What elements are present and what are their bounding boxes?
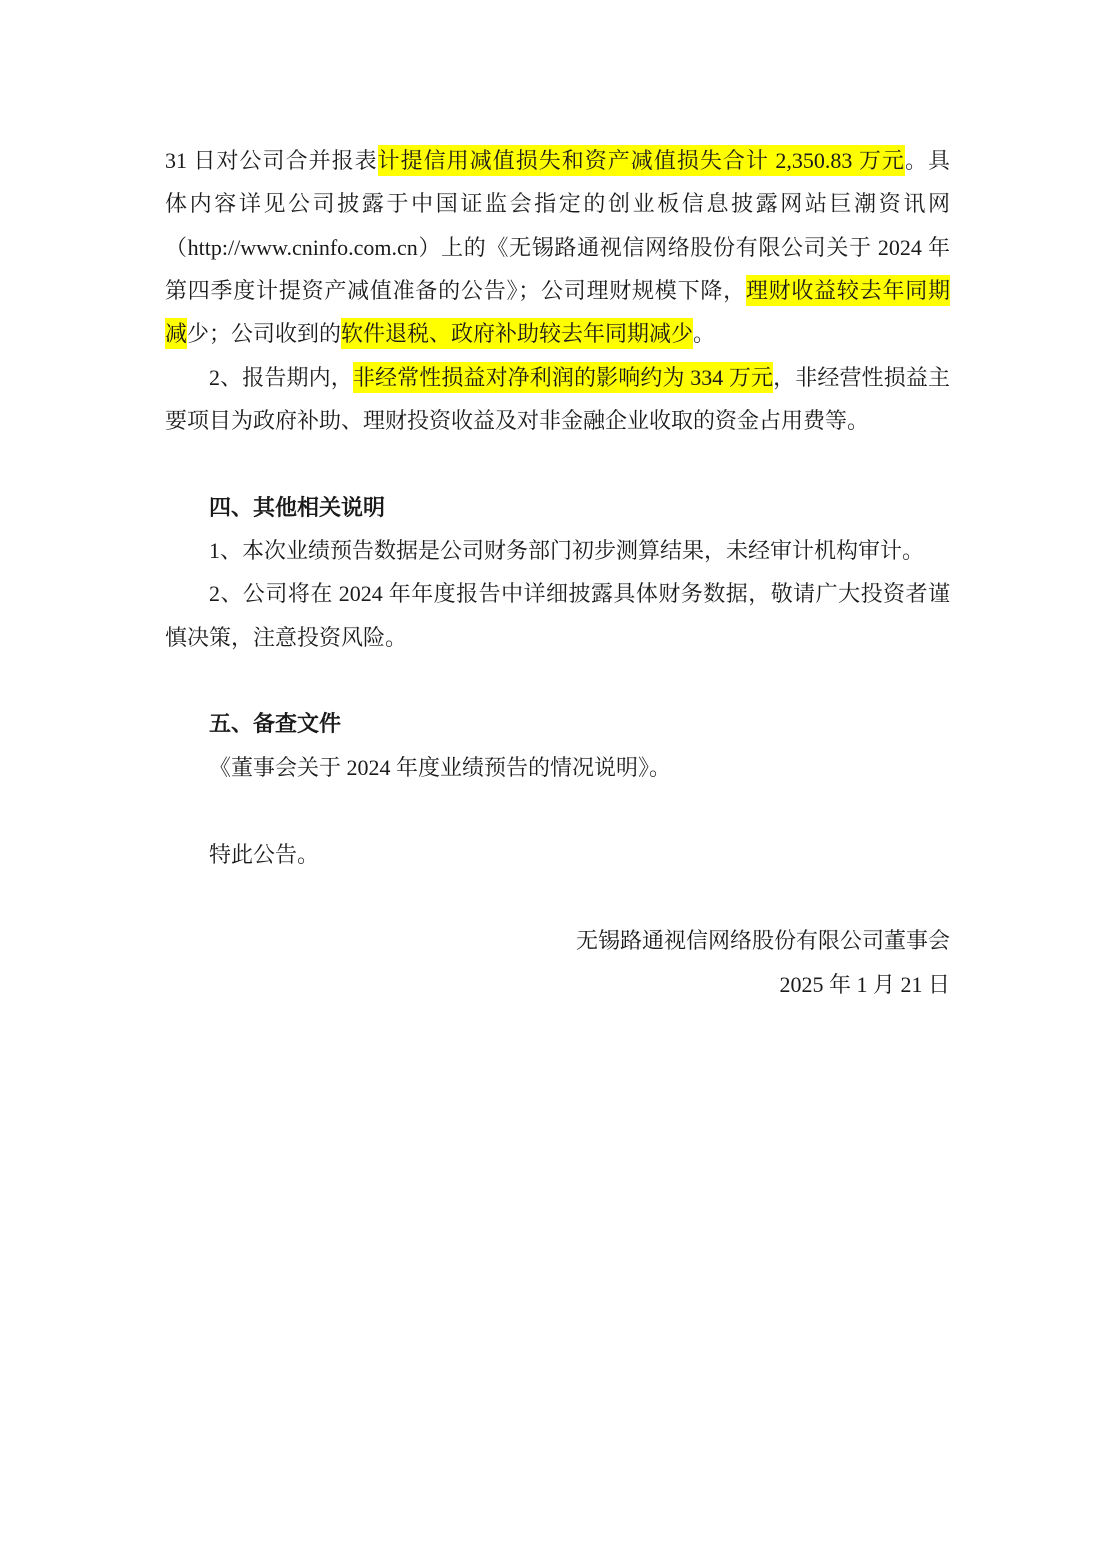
paragraph-impairment-line-3 — [165, 226, 950, 269]
text-run: 慎决策，注意投资风险。 — [165, 624, 408, 650]
section-heading-reference-documents — [165, 702, 950, 745]
text-run: 体内容详见公司披露于中国证监会指定的创业板信息披露网站巨潮资讯网 — [165, 191, 950, 217]
blank-line — [165, 659, 950, 702]
heading-text: 四、其他相关说明 — [209, 494, 386, 520]
heading-text: 五、备查文件 — [209, 711, 342, 737]
text-run: 2、公司将在 2024 年年度报告中详细披露具体财务数据，敬请广大投资者谨 — [209, 581, 950, 607]
paragraph-impairment-line-1 — [165, 139, 950, 182]
text-run: 无锡路通视信网络股份有限公司董事会 — [575, 928, 950, 954]
text-run: 1、本次业绩预告数据是公司财务部门初步测算结果，未经审计机构审计。 — [209, 538, 925, 564]
text-run: 特此公告。 — [209, 841, 320, 867]
blank-line — [165, 876, 950, 919]
text-run: 2025 年 1 月 21 日 — [779, 971, 950, 997]
paragraph-impairment-line-2 — [165, 182, 950, 225]
text-run: 31 日对公司合并报表 — [165, 148, 378, 173]
highlight-nonrecurring-impact: 非经常性损益对净利润的影响约为 334 万元 — [353, 362, 773, 393]
text-run: 。具 — [904, 148, 950, 173]
text-run: 要项目为政府补助、理财投资收益及对非金融企业收取的资金占用费等。 — [165, 408, 870, 434]
blank-line — [165, 789, 950, 832]
text-run: 少；公司收到的 — [187, 321, 342, 347]
highlight-wealth-income: 理财收益较去年同期 — [746, 275, 950, 306]
other-notes-item-2-line-1 — [165, 572, 950, 615]
highlight-tax-subsidy: 软件退税、政府补助较去年同期减少 — [341, 318, 693, 349]
other-notes-item-2-line-2 — [165, 616, 950, 659]
paragraph-impairment-line-5 — [165, 312, 950, 355]
text-run: 《董事会关于 2024 年度业绩预告的情况说明》。 — [209, 754, 672, 780]
highlight-impairment-total: 计提信用减值损失和资产减值损失合计 2,350.83 万元 — [378, 145, 905, 176]
reference-document-item — [165, 746, 950, 789]
signature-company — [165, 919, 950, 962]
text-run-with-url: （http://www.cninfo.com.cn）上的《无锡路通视信网络股份有限公司关于 2024 年 — [165, 234, 950, 260]
closing-line — [165, 833, 950, 876]
section-heading-other-notes — [165, 486, 950, 529]
paragraph-nonrecurring-line-1 — [165, 356, 950, 399]
highlight-wealth-income-cont: 减 — [165, 318, 187, 349]
text-run: 2、报告期内， — [209, 364, 353, 390]
text-run: 。 — [693, 321, 716, 347]
text-run: ，非经营性损益主 — [773, 364, 950, 390]
paragraph-nonrecurring-line-2 — [165, 399, 950, 442]
blank-line — [165, 442, 950, 485]
paragraph-impairment-line-4 — [165, 269, 950, 312]
signature-date — [165, 963, 950, 1006]
text-run: 第四季度计提资产减值准备的公告》；公司理财规模下降， — [165, 278, 746, 304]
other-notes-item-1 — [165, 529, 950, 572]
